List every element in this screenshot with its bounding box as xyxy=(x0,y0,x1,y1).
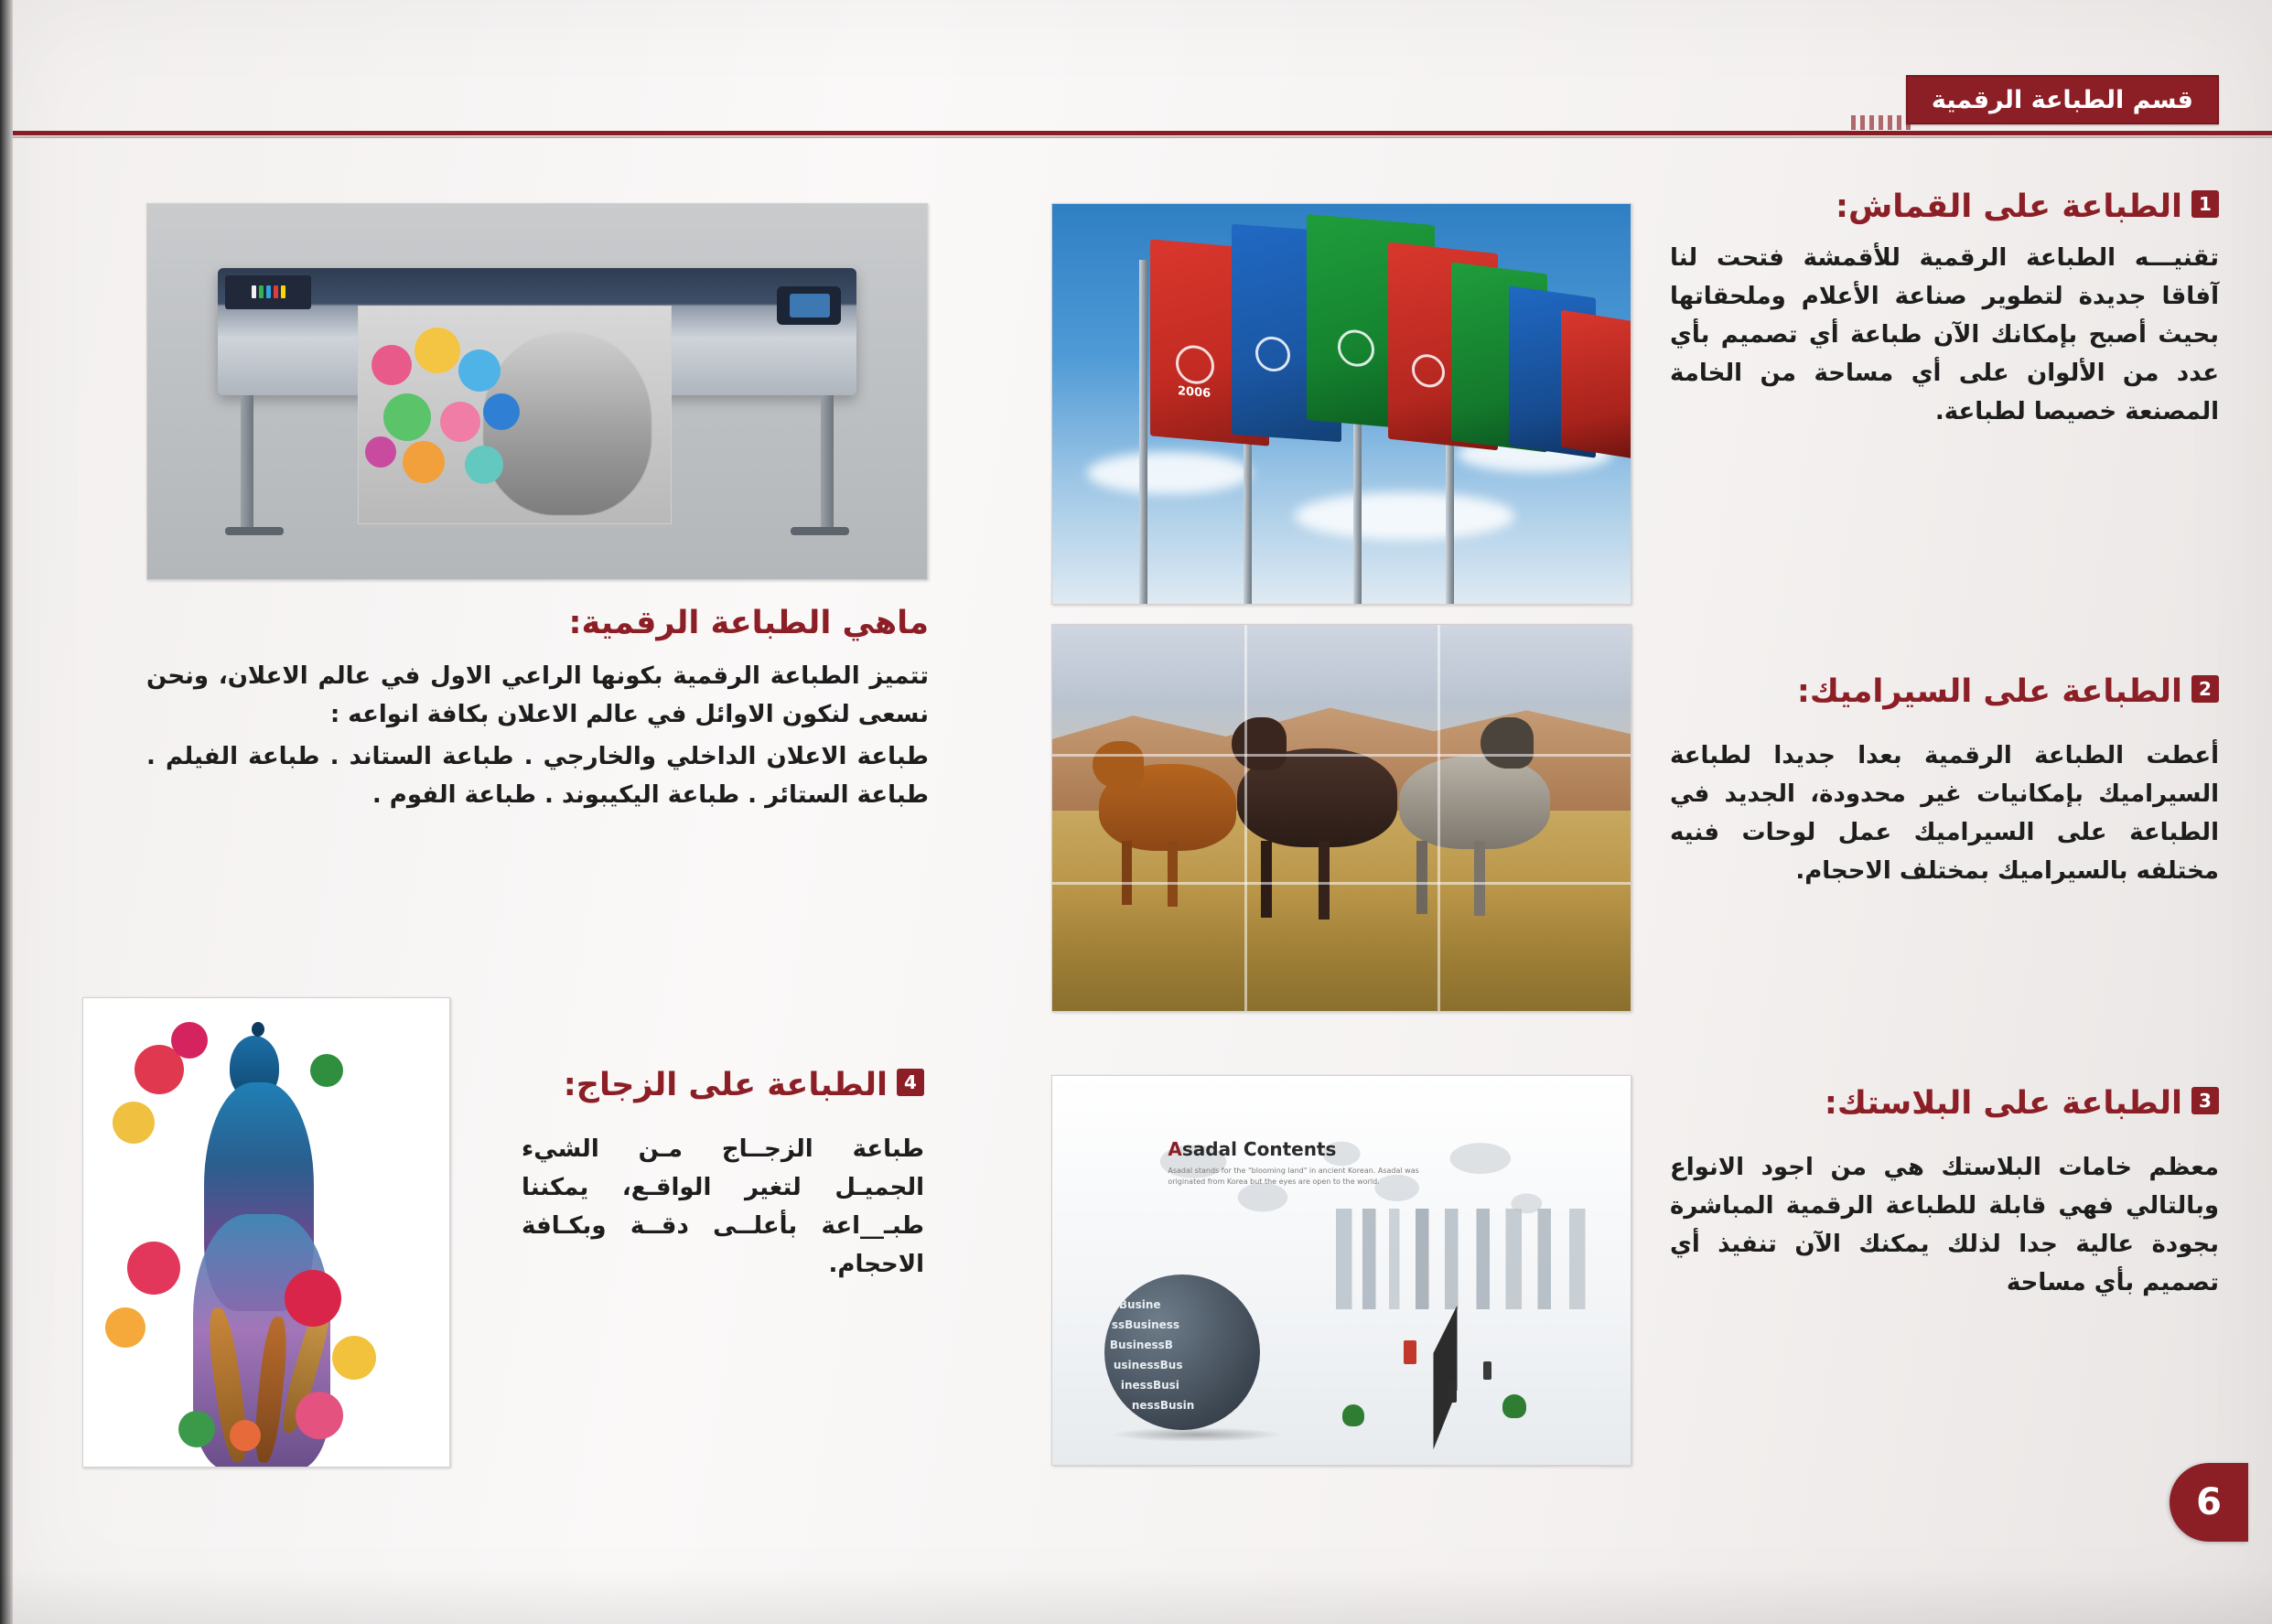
section-number-badge: 4 xyxy=(897,1069,924,1096)
printer-control-panel xyxy=(225,275,311,309)
section-number-badge: 2 xyxy=(2191,675,2219,703)
page-spine xyxy=(0,0,13,1624)
section-number-badge: 1 xyxy=(2191,190,2219,218)
flag-year-text: 2006 xyxy=(1178,383,1211,401)
plastic-print-image xyxy=(1051,1075,1631,1466)
section-glass-title-row xyxy=(522,1066,924,1106)
asadal-contents-title xyxy=(1168,1138,1336,1160)
section-fabric-body: تقنيـــه الطباعة الرقمية للأقمشة فتحت لنا آفاقا جديدة لتطوير صناعة الأعلام وملحقاتها بحيث أصبح بإمكانك الآن طباعة أي تصميم بأي عدد من الألوان على أي مساحة من الخامة المصنعة خصيصا لطباعة. xyxy=(1670,243,2219,426)
section-glass xyxy=(522,1066,924,1307)
page-number-label: 6 xyxy=(2196,1481,2222,1523)
section-ceramic-body: أعطت الطباعة الرقمية بعدا جديدا لطباعة السيراميك بإمكانيات غير محدودة، الجديد في الطباعة على السيراميك عمل لوحات فنيه مختلفه بالسيراميك بمختلف الاحجام. xyxy=(1670,741,2219,886)
peacock-glass-image xyxy=(82,997,450,1468)
section-glass-title: الطباعة على الزجاج: xyxy=(563,1067,888,1103)
asadal-title-initial: A xyxy=(1168,1138,1182,1160)
section-ceramic xyxy=(1670,672,2219,914)
section-header-tag xyxy=(1906,75,2219,124)
what-is-paragraph-2: طباعة الاعلان الداخلي والخارجي . طباعة الستاند . طباعة الفيلم . طباعة الستائر . طباعة اليكيبوند . طباعة الفوم . xyxy=(146,742,929,810)
flags-image xyxy=(1051,203,1631,605)
section-what-is-digital-printing xyxy=(146,604,929,814)
section-fabric xyxy=(1670,188,2219,440)
printer-image xyxy=(146,203,928,580)
header-rule-secondary xyxy=(13,136,2272,138)
section-header-label: قسم الطباعة الرقمية xyxy=(1931,85,2193,114)
what-is-paragraph-1: تتميز الطباعة الرقمية بكونها الراعي الاول في عالم الاعلان، ونحن نسعى لنكون الاوائل في عالم الاعلان بكافة انواعه : xyxy=(146,661,929,728)
word-sphere-graphic: Busine ssBusiness BusinessB usinessBus inessBusi nessBusin xyxy=(1104,1274,1260,1430)
section-fabric-title: الطباعة على القماش: xyxy=(1835,188,2182,225)
section-number-badge: 3 xyxy=(2191,1087,2219,1114)
asadal-contents-subtitle: Asadal stands for the "blooming land" in ancient Korean. Asadal was originated from Korea but the eyes are open to the world. xyxy=(1168,1166,1419,1186)
page-bottom-shading xyxy=(0,1569,2272,1624)
section-ceramic-title: الطباعة على السيراميك: xyxy=(1796,673,2182,710)
section-plastic-body: معظم خامات البلاستك هي من اجود الانواع وبالتالي فهي قابلة للطباعة الرقمية المباشرة بجودة عالية جدا لذلك يمكنك الآن تنفيذ أي تصميم بأي مساحة xyxy=(1670,1153,2219,1297)
printed-output-photo xyxy=(358,306,672,525)
section-plastic-title: الطباعة على البلاستك: xyxy=(1824,1085,2182,1122)
header-dot-pattern xyxy=(1801,110,1911,130)
section-ceramic-title-row xyxy=(1670,672,2219,713)
section-plastic xyxy=(1670,1084,2219,1326)
page-number-badge xyxy=(2170,1463,2248,1542)
ceramic-horses-image xyxy=(1051,624,1631,1012)
section-glass-body: طباعة الزجــاج مـن الشيء الجميـل لتغير الواقـع، يمكننا طبـ__اعة بأعلــى دقــة وبكـافة الاحجام. xyxy=(522,1135,924,1279)
header-rule xyxy=(13,131,2272,135)
what-is-title: ماهي الطباعة الرقمية: xyxy=(568,605,929,641)
section-plastic-title-row xyxy=(1670,1084,2219,1124)
section-fabric-title-row xyxy=(1670,188,2219,228)
asadal-title-rest: sadal Contents xyxy=(1181,1138,1337,1160)
